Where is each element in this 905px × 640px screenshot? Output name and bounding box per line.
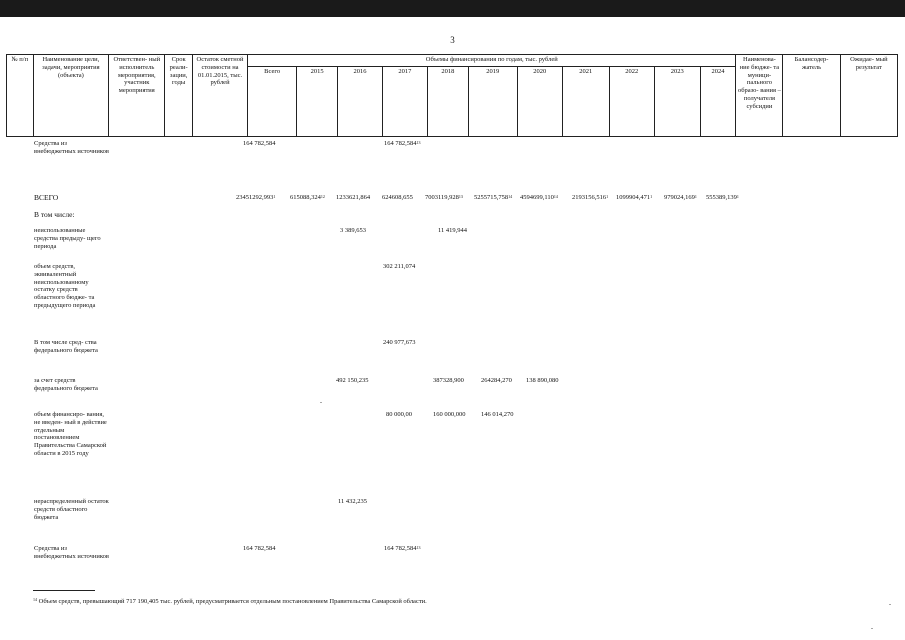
cell-2018: 387328,900 [433, 377, 464, 384]
cell-2021: 2193156,516$^1$ [572, 194, 609, 201]
row-label-unallocated: нераспределенный остаток средств областного бюджета [34, 498, 109, 521]
col-year-2015: 2015 [297, 67, 338, 137]
cell-total: 164 782,584 [243, 140, 276, 147]
stray-mark: . [871, 622, 873, 631]
cell-2019: 5255715,758$^{14}$ [474, 194, 513, 201]
row-label-equivalent-remainder: объем средств, эквивалентный неиспользованному остатку средств областного бюдже- та предыдущего периода [34, 263, 96, 309]
cell-2017: 164 782,584$^{13}$ [384, 140, 421, 147]
col-name: Наименование цели, задачи, мероприятия (объекта) [33, 55, 109, 137]
table-header [6, 54, 898, 137]
col-year-2017: 2017 [382, 67, 427, 137]
col-remainder: Остаток сметной стоимости на 01.01.2015, тыс. рублей [192, 55, 247, 137]
row-label-not-enacted: объем финансиро- вания, не введен- ный в действие отдельным постановлением Правительства Самарской области в 2015 году [34, 411, 107, 457]
cell-2016: 3 389,653 [340, 227, 366, 234]
col-year-2019: 2019 [468, 67, 517, 137]
col-year-2020: 2020 [517, 67, 562, 137]
row-label-offbudget-bottom: Средства из внебюджетных источников [34, 545, 109, 560]
col-year-2023: 2023 [654, 67, 700, 137]
col-term: Срок реали- зации, годы [165, 55, 193, 137]
footnote-separator [33, 590, 95, 591]
col-total: Всего [248, 67, 297, 137]
row-label-federal: за счет средств федерального бюджета [34, 377, 98, 392]
cell-2017: 240 977,673 [383, 339, 416, 346]
row-label-including: В том числе: [34, 210, 75, 219]
row-label-total: ВСЕГО [34, 193, 59, 202]
col-recipient: Наименова- ние бюдже- та муници- пального образо- вания – получателя субсидии [736, 55, 783, 137]
cell-2017: 302 211,074 [383, 263, 416, 270]
footnote: $^{14}$ Объем средств, превышающий 717 190,405 тыс. рублей, предусматривается отдельным постановлением Правительства Самарской области. [33, 597, 427, 605]
col-holder: Балансодер- жатель [783, 55, 840, 137]
cell-total: 164 782,584 [243, 545, 276, 552]
cell-2019: 264284,270 [481, 377, 512, 384]
cell-2016: 1233621,864 [336, 194, 371, 201]
row-label-unused-prev: неиспользованные средства предыду- щего периода [34, 227, 101, 250]
cell-2015: 615088,324$^{12}$ [290, 194, 325, 201]
cell-2020: 4594699,110$^{14}$ [520, 194, 558, 201]
cell-2017: 80 000,00 [386, 411, 412, 418]
cell-2018: 7003119,928$^{13}$ [425, 194, 463, 201]
stray-mark: . [320, 396, 322, 405]
cell-2018: 160 000,000 [433, 411, 466, 418]
row-label-federal-incl: В том числе сред- ства федерального бюджета [34, 339, 98, 354]
cell-total: 23451292,993$^1$ [236, 194, 276, 201]
page-number: 3 [450, 35, 455, 45]
col-year-2016: 2016 [338, 67, 383, 137]
cell-2017: 164 782,584$^{13}$ [384, 545, 421, 552]
col-year-2024: 2024 [700, 67, 736, 137]
stray-mark: . [889, 598, 891, 607]
cell-2016: 11 432,235 [338, 498, 368, 505]
col-year-2018: 2018 [427, 67, 468, 137]
cell-2016: 492 150,235 [336, 377, 369, 384]
col-executor: Ответствен- ный исполнитель мероприятия, участник мероприятия [109, 55, 165, 137]
col-year-2022: 2022 [609, 67, 654, 137]
cell-2018: 11 419,944 [438, 227, 468, 234]
row-label-offbudget-top: Средства из внебюджетных источников [34, 140, 109, 155]
col-result: Ожидае- мый результат [840, 55, 897, 137]
cell-2024: 555389,139$^1$ [706, 194, 739, 201]
cell-2023: 979024,169$^1$ [664, 194, 697, 201]
top-black-bar [0, 0, 905, 17]
col-funding-group: Объемы финансирования по годам, тыс. рублей [248, 55, 736, 67]
col-no: № п/п [7, 55, 34, 137]
cell-2017: 624608,655 [382, 194, 413, 201]
cell-2019: 146 014,270 [481, 411, 514, 418]
col-year-2021: 2021 [562, 67, 609, 137]
cell-2020: 138 890,080 [526, 377, 559, 384]
cell-2022: 1099904,471$^1$ [616, 194, 653, 201]
